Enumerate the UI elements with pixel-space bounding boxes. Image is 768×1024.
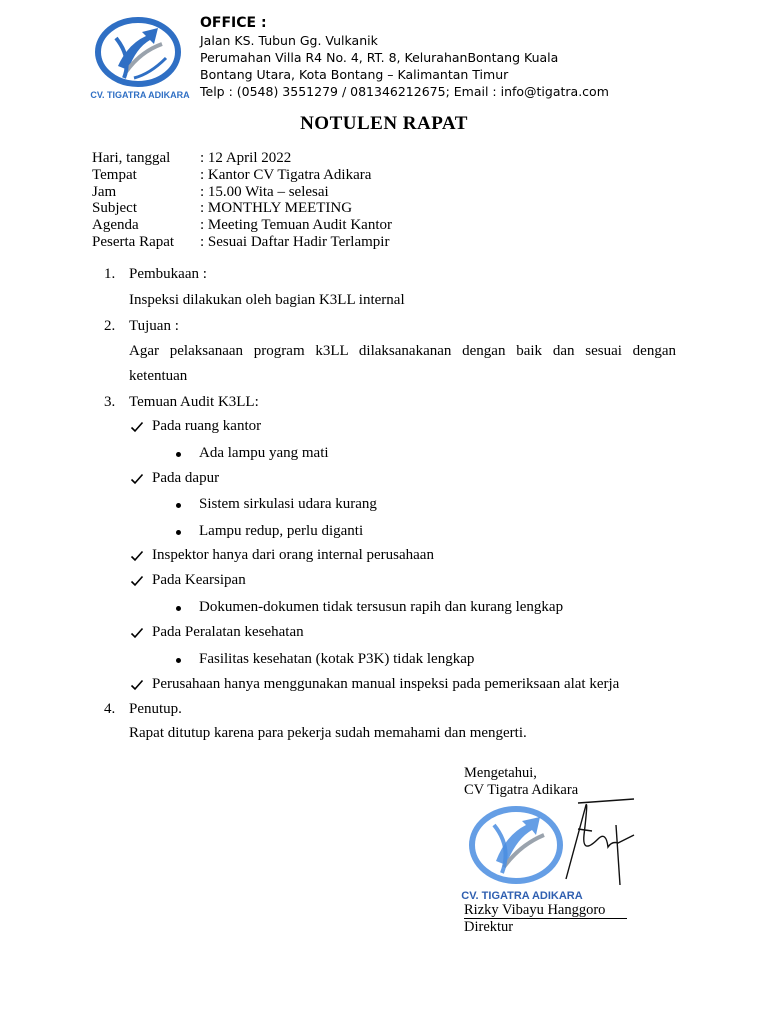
signer-block [464,902,627,935]
acknowledged-label: Mengetahui, [464,765,537,781]
address-line-2: Perumahan Villa R4 No. 4, RT. 8, KelurahanBontang Kuala [200,50,559,65]
signature-company: CV Tigatra Adikara [464,782,579,798]
section-number: 3. [104,394,116,410]
bullet-icon [176,530,181,535]
section-number: 4. [104,701,116,717]
info-key: Hari, tanggal [92,150,171,166]
checkmark-icon [130,626,144,640]
info-key: Tempat [92,166,137,183]
section-number: 2. [104,318,116,334]
contact-line: Telp : (0548) 3551279 / 081346212675; Email : info@tigatra.com [200,84,609,99]
checkmark-icon [130,549,144,563]
logo-text: CV. TIGATRA ADIKARA [90,90,190,100]
info-key: Agenda [92,217,139,234]
info-row [92,217,392,234]
office-label: OFFICE : [200,15,267,31]
meeting-info [92,150,392,251]
info-value: : MONTHLY MEETING [200,200,353,217]
info-value: : 12 April 2022 [200,150,292,166]
section-title: Tujuan : [129,318,179,334]
info-key: Jam [92,183,117,200]
office-address-block [200,14,609,100]
address-line-3: Bontang Utara, Kota Bontang – Kalimantan Timur [200,67,509,82]
info-value: : Kantor CV Tigatra Adikara [200,166,372,183]
signature-header [464,765,578,799]
section-title: Penutup. [129,701,182,717]
address-line-1: Jalan KS. Tubun Gg. Vulkanik [200,33,378,48]
info-row [92,167,392,184]
info-value: : 15.00 Wita – selesai [200,183,329,200]
info-row [92,150,392,167]
bullet-icon [176,452,181,457]
stamp-text: CV. TIGATRA ADIKARA [461,890,583,902]
checkmark-icon [130,420,144,434]
bullet-icon [176,503,181,508]
checkmark-icon [130,574,144,588]
document-title: NOTULEN RAPAT [300,113,468,134]
info-value: : Meeting Temuan Audit Kantor [200,217,392,234]
company-stamp [458,795,644,905]
signature-scribble [566,799,634,885]
section-number: 1. [104,266,116,282]
info-key: Subject [92,200,137,217]
checkmark-icon [130,678,144,692]
info-key: Peserta Rapat [92,233,175,250]
signer-name: Rizky Vibayu Hanggoro [464,902,627,919]
info-value: : Sesuai Daftar Hadir Terlampir [200,233,390,250]
info-row [92,234,392,251]
section-title: Pembukaan : [129,266,207,282]
bullet-icon [176,658,181,663]
section-title: Temuan Audit K3LL: [129,394,259,410]
signer-position: Direktur [464,919,514,935]
document-page: CV. TIGATRA ADIKARA OFFICE : Jalan KS. Tubun Gg. Vulkanik Perumahan Villa R4 No. 4, RT. 8, KelurahanBontang Kuala Bontang Utara, Kota Bontang – Kalimantan Timur Telp : (0548) 3551279 / 081346212675; Email : info@tigatra.com NOTULEN RAPAT Hari, tanggal : 12 April 2022 Tempat : Kantor CV Tigatra Adikara Jam : 15.00 Wita – selesai Subject : MONTHLY MEETING Agenda : Meeting Temuan Audit Kantor Peserta Rapat : Sesuai Daftar Hadir Terlampir 1. Pembukaan : Inspeksi dilakukan oleh bagian K3LL internal 2. Tujuan : Agar pelaksanaan program k3LL dilaksanakanan dengan baik dan sesuai dengan ketentuan 3. Temuan Audit K3LL: Pada ruang kantor Ada lampu yang mati Pada dapur Sistem sirkulasi udara kurang Lampu redup, perlu diganti Inspektor hanya dari orang internal perusahaan Pada Kearsipan Dokumen-dokumen tidak tersusun rapih dan kurang lengkap Pada Peralatan kesehatan Fasilitas kesehatan (kotak P3K) tidak lengkap Perusahaan hanya menggunakan manual inspeksi pada pemeriksaan alat kerja 4. Penutup. Rapat ditutup karena para pekerja sudah memahami dan mengerti. Mengetahui, CV Tigatra Adikara CV. TIGATRA ADIKARA Rizky Vibayu Hanggoro Direktur [0,0,768,1024]
company-logo [88,14,192,102]
bullet-icon [176,606,181,611]
info-row [92,184,392,201]
checkmark-icon [130,472,144,486]
info-row [92,200,392,217]
